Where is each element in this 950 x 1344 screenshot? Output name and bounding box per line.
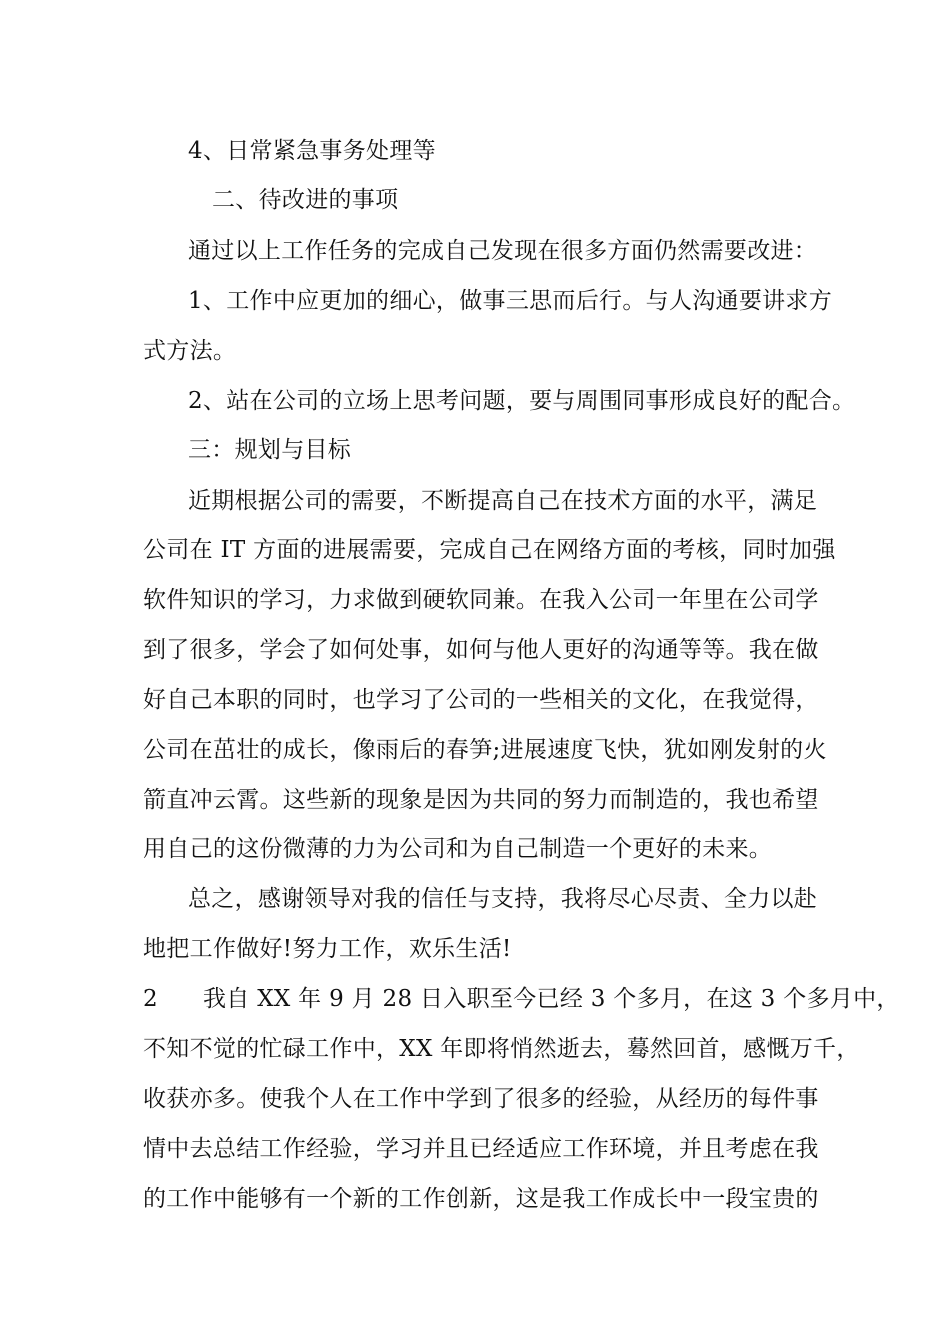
text-line: 好自己本职的同时，也学习了公司的一些相关的文化，在我觉得， [143,687,819,713]
text-line: 公司在茁壮的成长，像雨后的春笋;进展速度飞快，犹如刚发射的火 [143,737,827,763]
text-line: 情中去总结工作经验，学习并且已经适应工作环境，并且考虑在我 [143,1136,819,1162]
text-line: 通过以上工作任务的完成自己发现在很多方面仍然需要改进： [188,238,818,264]
text-line: 箭直冲云霄。这些新的现象是因为共同的努力而制造的，我也希望 [143,787,819,813]
text-line: 总之，感谢领导对我的信任与支持，我将尽心尽责、全力以赴 [188,886,818,912]
section-heading: 二、待改进的事项 [212,187,399,213]
text-line: 到了很多，学会了如何处事，如何与他人更好的沟通等等。我在做 [143,637,819,663]
text-line: 公司在 IT 方面的进展需要，完成自己在网络方面的考核，同时加强 [143,537,836,563]
section-number: 2 [143,986,158,1012]
text-line: 2、站在公司的立场上思考问题，要与周围同事形成良好的配合。 [188,388,856,414]
text-line: 1、工作中应更加的细心，做事三思而后行。与人沟通要讲求方 [188,288,833,314]
text-line: 近期根据公司的需要，不断提高自己在技术方面的水平，满足 [188,488,818,514]
text-line: 4、日常紧急事务处理等 [188,138,436,164]
text-line: 我自 XX 年 9 月 28 日入职至今已经 3 个多月，在这 3 个多月中， [203,986,900,1012]
text-line: 地把工作做好!努力工作，欢乐生活! [143,936,512,962]
text-line: 软件知识的学习，力求做到硬软同兼。在我入公司一年里在公司学 [143,587,819,613]
text-line: 收获亦多。使我个人在工作中学到了很多的经验，从经历的每件事 [143,1086,819,1112]
text-line: 式方法。 [143,338,237,364]
text-line: 不知不觉的忙碌工作中，XX 年即将悄然逝去，蓦然回首，感慨万千， [143,1036,860,1062]
section-heading: 三：规划与目标 [188,437,352,463]
text-line: 用自己的这份微薄的力为公司和为自己制造一个更好的未来。 [143,836,773,862]
text-line: 的工作中能够有一个新的工作创新，这是我工作成长中一段宝贵的 [143,1186,819,1212]
